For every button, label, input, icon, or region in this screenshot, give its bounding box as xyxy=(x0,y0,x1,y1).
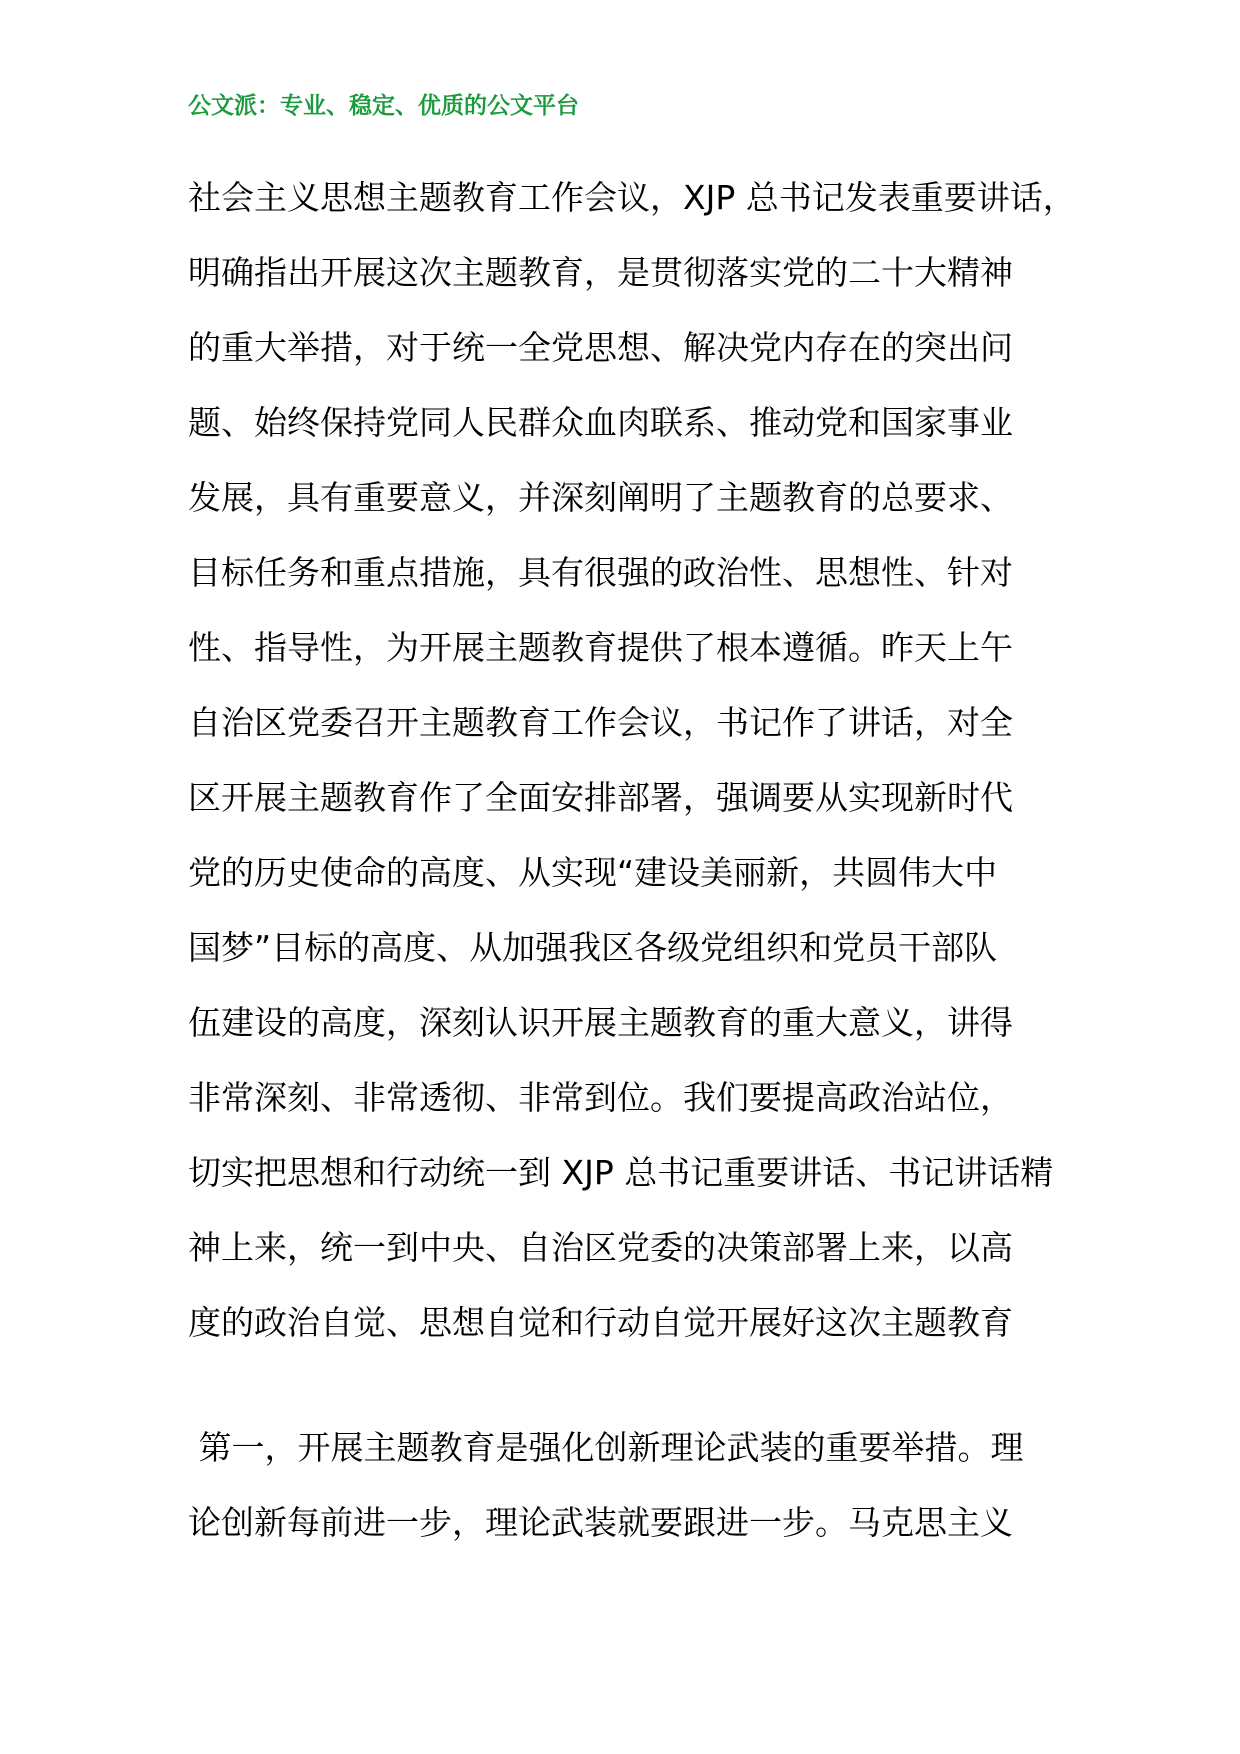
site-header-slogan: 公文派：专业、稳定、优质的公文平台 xyxy=(188,92,579,119)
text-line: 论创新每前进一步，理论武装就要跟进一步。马克思主义 xyxy=(188,1503,1013,1542)
text-line: 题、始终保持党同人民群众血肉联系、推动党和国家事业 xyxy=(188,403,1013,442)
text-line: 性、指导性，为开展主题教育提供了根本遵循。昨天上午 xyxy=(188,628,1013,667)
text-line: 社会主义思想主题教育工作会议，XJP 总书记发表重要讲话， xyxy=(188,178,1076,217)
paragraph-2 xyxy=(188,1410,1118,1560)
text-line: 自治区党委召开主题教育工作会议，书记作了讲话，对全 xyxy=(188,703,1013,742)
text-line: 伍建设的高度，深刻认识开展主题教育的重大意义，讲得 xyxy=(188,1003,1013,1042)
text-line: 目标任务和重点措施，具有很强的政治性、思想性、针对 xyxy=(188,553,1013,592)
paragraph-1 xyxy=(188,160,1118,1360)
text-line: 的重大举措，对于统一全党思想、解决党内存在的突出问 xyxy=(188,328,1013,367)
text-line: 区开展主题教育作了全面安排部署，强调要从实现新时代 xyxy=(188,778,1013,817)
text-line: 发展，具有重要意义，并深刻阐明了主题教育的总要求、 xyxy=(188,478,1013,517)
text-line: 第一，开展主题教育是强化创新理论武装的重要举措。理 xyxy=(188,1428,1024,1467)
text-line: 非常深刻、非常透彻、非常到位。我们要提高政治站位， xyxy=(188,1078,1013,1117)
text-line: 党的历史使命的高度、从实现“建设美丽新，共圆伟大中 xyxy=(188,853,998,892)
text-line: 神上来，统一到中央、自治区党委的决策部署上来，以高 xyxy=(188,1228,1013,1267)
text-line: 切实把思想和行动统一到 XJP 总书记重要讲话、书记讲话精 xyxy=(188,1153,1054,1192)
text-line: 明确指出开展这次主题教育，是贯彻落实党的二十大精神 xyxy=(188,253,1013,292)
text-line: 国梦”目标的高度、从加强我区各级党组织和党员干部队 xyxy=(188,928,998,967)
text-line: 度的政治自觉、思想自觉和行动自觉开展好这次主题教育 xyxy=(188,1303,1013,1342)
